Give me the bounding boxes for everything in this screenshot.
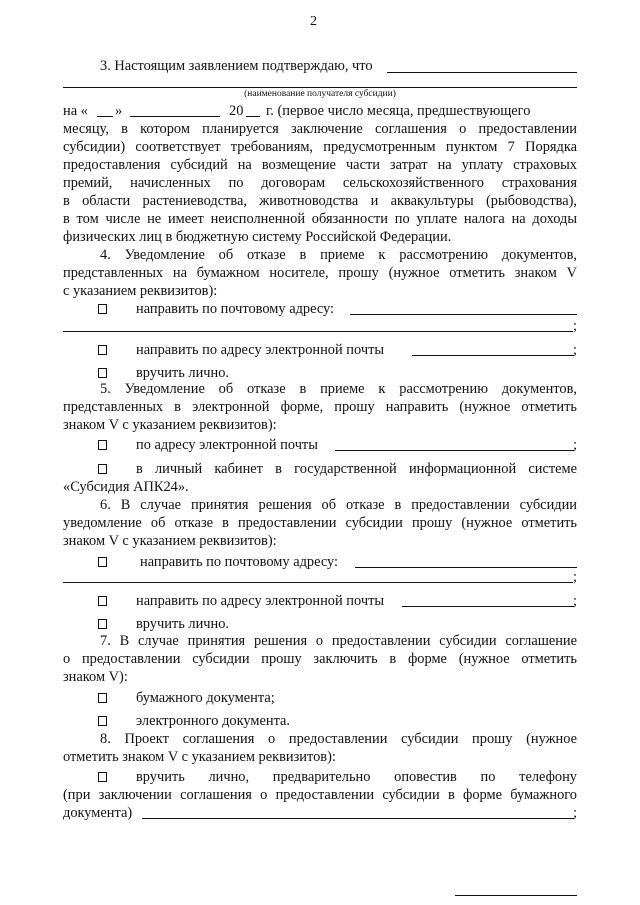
s6-email-field[interactable] — [402, 606, 574, 607]
checkbox-icon — [98, 440, 107, 450]
s6-hand-label: вручить лично. — [136, 616, 229, 632]
s5-email-label: по адресу электронной почты — [136, 437, 318, 453]
year-field[interactable] — [246, 116, 260, 117]
s5-cabinet-label-1: в личный кабинет в государственной информационной системе — [136, 461, 577, 477]
checkbox-icon — [98, 619, 107, 629]
s6-email-checkbox[interactable] — [98, 592, 107, 610]
checkbox-icon — [98, 716, 107, 726]
s4-post-checkbox[interactable] — [98, 300, 107, 318]
semicolon: ; — [573, 437, 577, 453]
s4-post-label: направить по почтовому адресу: — [136, 301, 335, 317]
s3-date-quote: » — [115, 103, 123, 119]
s3-line-2: месяцу, в котором планируется заключение соглашения о предоставлении — [63, 121, 577, 137]
s5-line-1: 5. Уведомление об отказе в приеме к рассмотрению документов, — [100, 381, 577, 397]
s8-option-line-3: документа) — [63, 805, 133, 821]
s7-electronic-checkbox[interactable] — [98, 712, 107, 730]
month-field[interactable] — [130, 116, 220, 117]
recipient-name-caption: (наименование получателя субсидии) — [244, 89, 396, 99]
s4-line-2: представленных на бумажном носителе, прошу (нужное отметить знаком V — [63, 265, 577, 281]
s6-post-address-line-2[interactable] — [63, 582, 573, 583]
s3-line-5: премий, начисленных по договорам сельскохозяйственного страхования — [63, 175, 577, 191]
s8-line-1: 8. Проект соглашения о предоставлении субсидии прошу (нужное — [100, 731, 577, 747]
s5-line-3: знаком V с указанием реквизитов): — [63, 417, 277, 433]
checkbox-icon — [98, 304, 107, 314]
checkbox-icon — [98, 368, 107, 378]
s8-option-line-2: (при заключении соглашения о предоставлении субсидии в форме бумажного — [63, 787, 577, 803]
checkbox-icon — [98, 772, 107, 782]
s4-post-address-line-2[interactable] — [63, 331, 573, 332]
s8-line-2: отметить знаком V с указанием реквизитов): — [63, 749, 336, 765]
semicolon: ; — [573, 569, 577, 585]
recipient-name-line-1[interactable] — [387, 72, 577, 73]
s6-line-3: знаком V с указанием реквизитов): — [63, 533, 277, 549]
s7-line-3: знаком V): — [63, 669, 128, 685]
checkbox-icon — [98, 557, 107, 567]
semicolon: ; — [573, 805, 577, 821]
semicolon: ; — [573, 318, 577, 334]
s5-email-field[interactable] — [335, 450, 574, 451]
s4-line-1: 4. Уведомление об отказе в приеме к рассмотрению документов, — [100, 247, 577, 263]
day-field[interactable] — [97, 116, 113, 117]
s6-line-2: уведомление об отказе в предоставлении субсидии прошу (нужное отметить — [63, 515, 577, 531]
s4-post-address-line-1[interactable] — [350, 314, 577, 315]
s4-line-3: с указанием реквизитов): — [63, 283, 218, 299]
s3-line-7: в том числе не имеет неисполненной обязанности по уплате налога на доходы — [63, 211, 577, 227]
checkbox-icon — [98, 596, 107, 606]
s6-hand-checkbox[interactable] — [98, 615, 107, 633]
s3-line-3: субсидии) соответствует требованиям, предусмотренным пунктом 7 Порядка — [63, 139, 577, 155]
s4-email-checkbox[interactable] — [98, 341, 107, 359]
s5-email-checkbox[interactable] — [98, 436, 107, 454]
s8-option-line-1: вручить лично, предварительно оповестив по телефону — [136, 769, 577, 785]
s5-cabinet-label-2: «Субсидия АПК24». — [63, 479, 189, 495]
s3-year-prefix: 20 — [229, 103, 244, 119]
checkbox-icon — [98, 464, 107, 474]
s3-line-8: физических лиц в бюджетную систему Российской Федерации. — [63, 229, 452, 245]
s4-email-field[interactable] — [412, 355, 574, 356]
semicolon: ; — [573, 342, 577, 358]
s8-requisites-field[interactable] — [142, 818, 574, 819]
s5-line-2: представленных в электронной форме, прошу направить (нужное отметить — [63, 399, 577, 415]
checkbox-icon — [98, 345, 107, 355]
s7-paper-label: бумажного документа; — [136, 690, 275, 706]
s6-post-address-line-1[interactable] — [355, 567, 577, 568]
s3-date-prefix: на « — [63, 103, 88, 119]
s4-hand-label: вручить лично. — [136, 365, 229, 381]
s7-line-2: о предоставлении субсидии прошу заключить в форме (нужное отметить — [63, 651, 577, 667]
page-number: 2 — [310, 14, 317, 29]
s6-email-label: направить по адресу электронной почты — [136, 593, 385, 609]
footer-rule — [455, 895, 577, 896]
s7-paper-checkbox[interactable] — [98, 689, 107, 707]
s3-line-4: предоставления субсидий на возмещение части затрат на уплату страховых — [63, 157, 577, 173]
s6-line-1: 6. В случае принятия решения об отказе в предоставлении субсидии — [100, 497, 577, 513]
s6-post-checkbox[interactable] — [98, 553, 107, 571]
recipient-name-line-2[interactable] — [63, 87, 577, 88]
s4-email-label: направить по адресу электронной почты — [136, 342, 385, 358]
s3-intro: 3. Настоящим заявлением подтверждаю, что — [100, 58, 373, 74]
semicolon: ; — [573, 593, 577, 609]
s8-hand-checkbox[interactable] — [98, 768, 107, 786]
s7-line-1: 7. В случае принятия решения о предоставлении субсидии соглашение — [100, 633, 577, 649]
s5-cabinet-checkbox[interactable] — [98, 460, 107, 478]
checkbox-icon — [98, 693, 107, 703]
s3-line-1-rest: г. (первое число месяца, предшествующего — [266, 103, 531, 119]
s3-line-6: в области растениеводства, животноводства и аквакультуры (рыбоводства), — [63, 193, 577, 209]
s6-post-label: направить по почтовому адресу: — [140, 554, 339, 570]
s7-electronic-label: электронного документа. — [136, 713, 291, 729]
